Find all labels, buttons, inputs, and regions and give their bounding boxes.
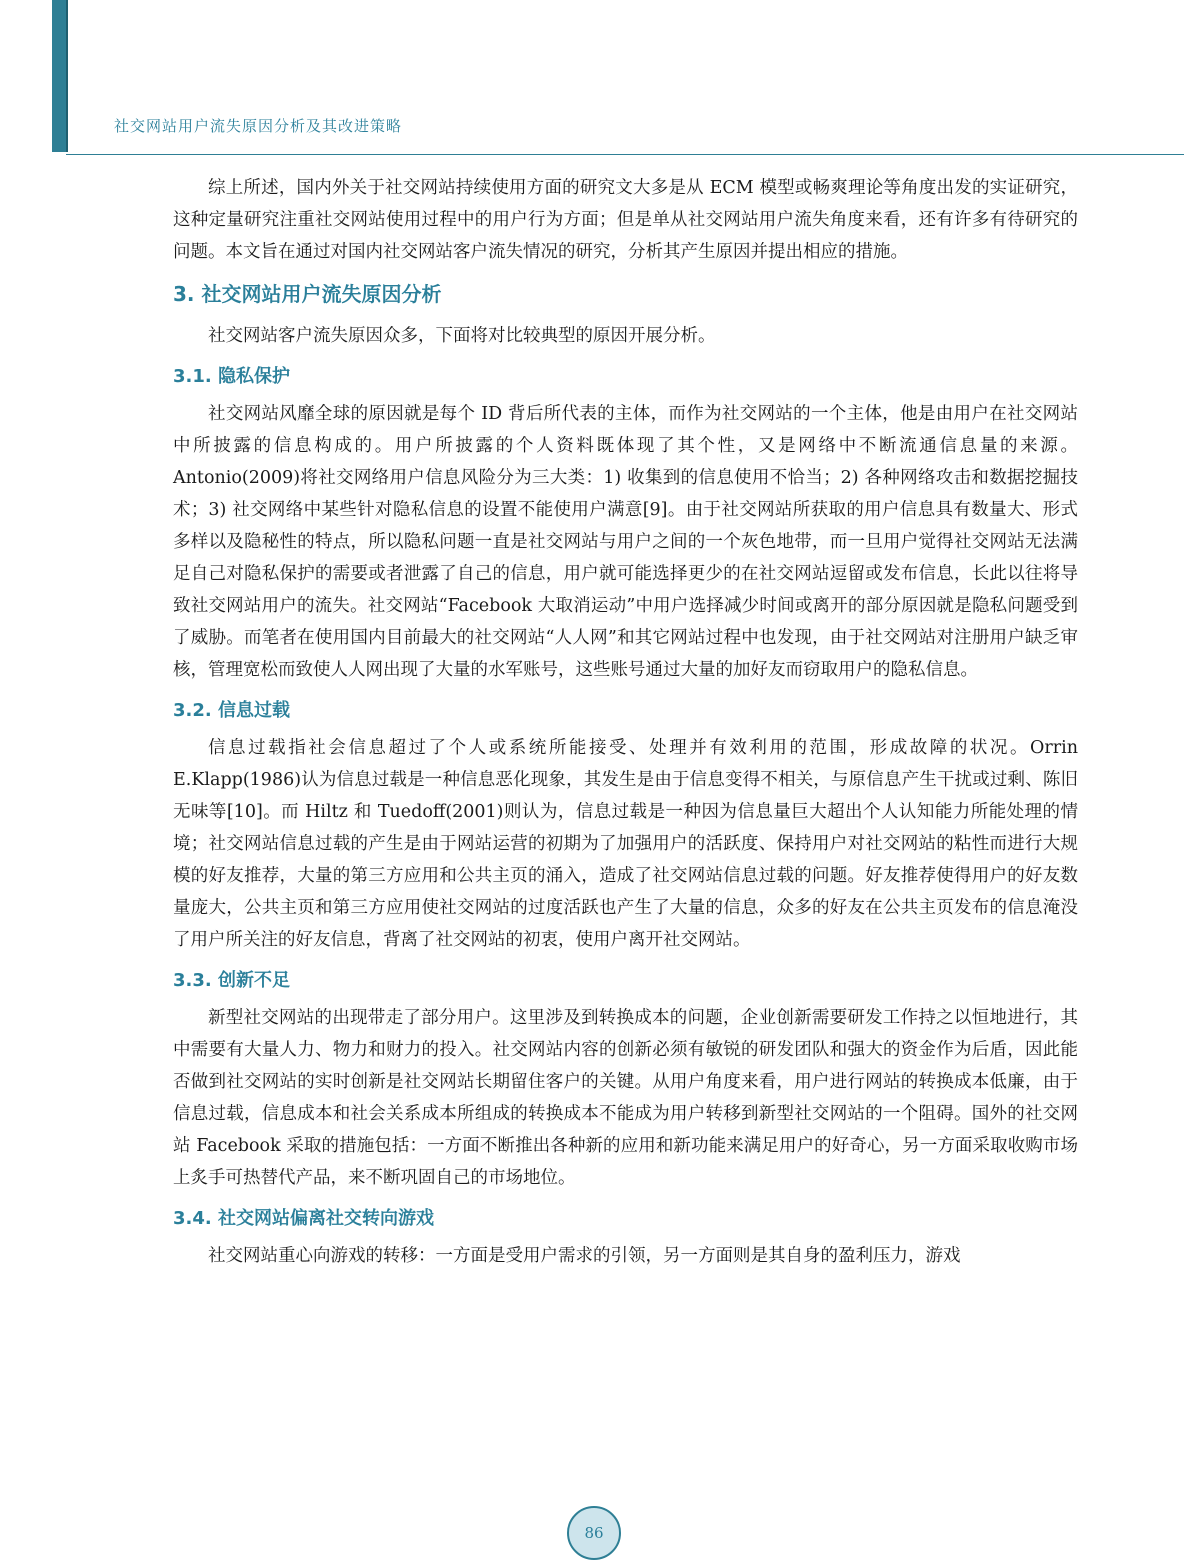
article-body <box>173 172 1078 1272</box>
page-number: 86 <box>584 1524 604 1542</box>
paragraph-3-3: 新型社交网站的出现带走了部分用户。这里涉及到转换成本的问题，企业创新需要研发工作持之以恒地进行，其中需要有大量人力、物力和财力的投入。社交网站内容的创新必须有敏锐的研发团队和强大的资金作为后盾，因此能否做到社交网站的实时创新是社交网站长期留住客户的关键。从用户角度来看，用户进行网站的转换成本低廉，由于信息过载，信息成本和社会关系成本所组成的转换成本不能成为用户转移到新型社交网站的一个阻碍。国外的社交网站 Facebook 采取的措施包括：一方面不断推出各种新的应用和新功能来满足用户的好奇心，另一方面采取收购市场上炙手可热替代产品，来不断巩固自己的市场地位。 <box>173 1008 1078 1188</box>
subsection-heading-3-1: 3.1. 隐私保护 <box>173 366 290 387</box>
paragraph-3-2: 信息过载指社会信息超过了个人或系统所能接受、处理并有效利用的范围，形成故障的状况。Orrin E.Klapp(1986)认为信息过载是一种信息恶化现象，其发生是由于信息变得不相关，与原信息产生干扰或过剩、陈旧无味等[10]。而 Hiltz 和 Tuedoff(2001)则认为，信息过载是一种因为信息量巨大超出个人认知能力所能处理的情境；社交网站信息过载的产生是由于网站运营的初期为了加强用户的活跃度、保持用户对社交网站的粘性而进行大规模的好友推荐，大量的第三方应用和公共主页的涌入，造成了社交网站信息过载的问题。好友推荐使得用户的好友数量庞大，公共主页和第三方应用使社交网站的过度活跃也产生了大量的信息，众多的好友在公共主页发布的信息淹没了用户所关注的好友信息，背离了社交网站的初衷，使用户离开社交网站。 <box>173 738 1078 950</box>
paragraph-3-1: 社交网站风靡全球的原因就是每个 ID 背后所代表的主体，而作为社交网站的一个主体，他是由用户在社交网站中所披露的信息构成的。用户所披露的个人资料既体现了其个性，又是网络中不断流通信息量的来源。Antonio(2009)将社交网络用户信息风险分为三大类：1) 收集到的信息使用不恰当；2) 各种网络攻击和数据挖掘技术；3) 社交网络中某些针对隐私信息的设置不能使用户满意[9]。由于社交网站所获取的用户信息具有数量大、形式多样以及隐秘性的特点，所以隐私问题一直是社交网站与用户之间的一个灰色地带，而一旦用户觉得社交网站无法满足自己对隐私保护的需要或者泄露了自己的信息，用户就可能选择更少的在社交网站逗留或发布信息，长此以往将导致社交网站用户的流失。社交网站“Facebook 大取消运动”中用户选择减少时间或离开的部分原因就是隐私问题受到了威胁。而笔者在使用国内目前最大的社交网站“人人网”和其它网站过程中也发现，由于社交网站对注册用户缺乏审核，管理宽松而致使人人网出现了大量的水军账号，这些账号通过大量的加好友而窃取用户的隐私信息。 <box>173 404 1078 680</box>
subsection-heading-3-4: 3.4. 社交网站偏离社交转向游戏 <box>173 1208 434 1229</box>
section-heading-3: 3. 社交网站用户流失原因分析 <box>173 282 442 306</box>
page-number-badge <box>567 1506 621 1560</box>
paragraph-intro: 综上所述，国内外关于社交网站持续使用方面的研究文大多是从 ECM 模型或畅爽理论等角度出发的实证研究，这种定量研究注重社交网站使用过程中的用户行为方面；但是单从社交网站用户流失角度来看，还有许多有待研究的问题。本文旨在通过对国内社交网站客户流失情况的研究，分析其产生原因并提出相应的措施。 <box>173 178 1078 262</box>
header-divider <box>66 154 1184 155</box>
subsection-heading-3-2: 3.2. 信息过载 <box>173 700 290 721</box>
header-accent-bar <box>52 0 68 152</box>
subsection-heading-3-3: 3.3. 创新不足 <box>173 970 290 991</box>
paragraph-3-4: 社交网站重心向游戏的转移：一方面是受用户需求的引领，另一方面则是其自身的盈利压力，游戏 <box>208 1246 961 1266</box>
running-title: 社交网站用户流失原因分析及其改进策略 <box>114 117 403 135</box>
paragraph-section-3: 社交网站客户流失原因众多，下面将对比较典型的原因开展分析。 <box>208 326 716 346</box>
